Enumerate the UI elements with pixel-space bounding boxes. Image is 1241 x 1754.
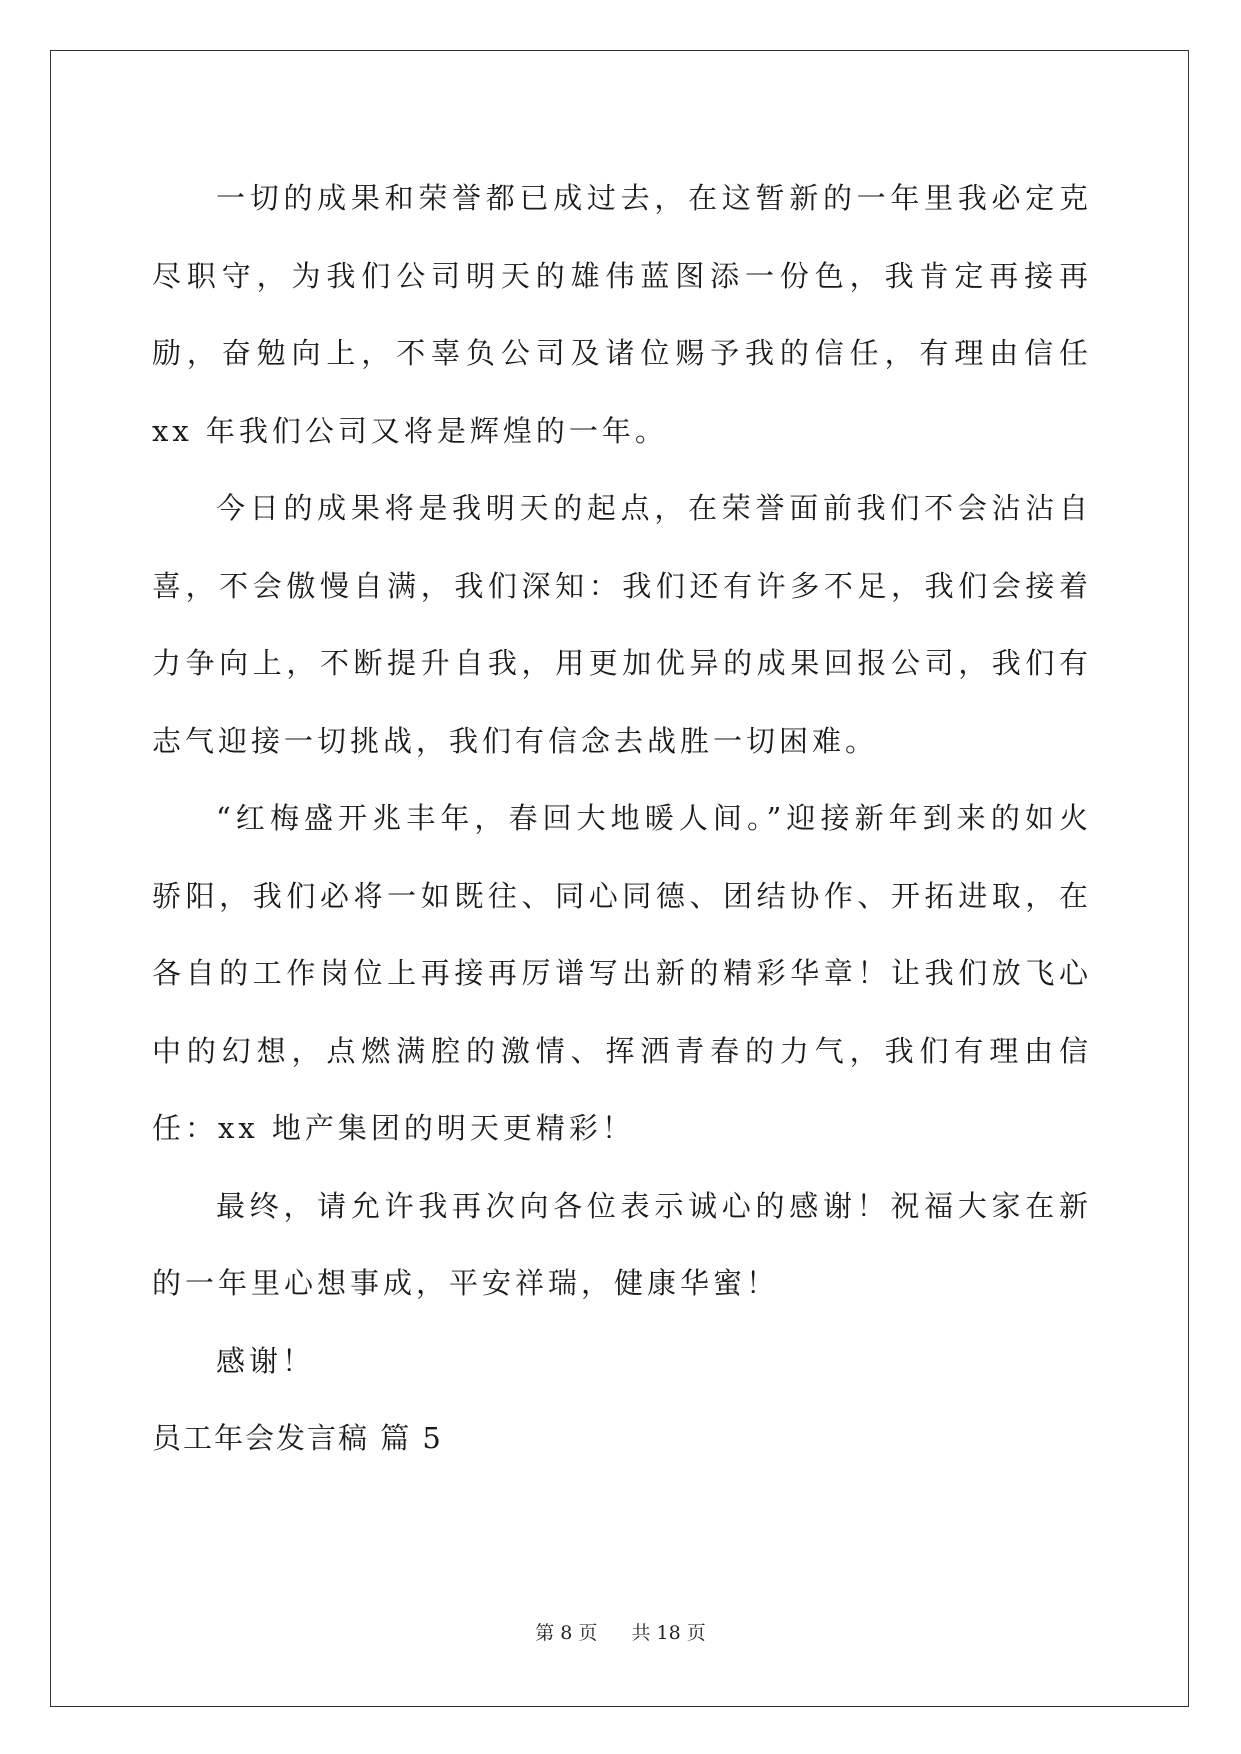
paragraph-1: 一切的成果和荣誉都已成过去，在这暂新的一年里我必定克尽职守，为我们公司明天的雄伟蓝图添一份色，我肯定再接再励，奋勉向上，不辜负公司及诸位赐予我的信任，有理由信任 xx 年我们公司又将是辉煌的一年。 xyxy=(152,181,1092,448)
paragraph-2: 今日的成果将是我明天的起点，在荣誉面前我们不会沾沾自喜，不会傲慢自满，我们深知：我们还有许多不足，我们会接着力争向上，不断提升自我，用更加优异的成果回报公司，我们有志气迎接一切挑战，我们有信念去战胜一切困难。 xyxy=(152,491,1092,758)
paragraph-4: 最终，请允许我再次向各位表示诚心的感谢！祝福大家在新的一年里心想事成，平安祥瑞，健康华蜜！ xyxy=(152,1188,1092,1300)
document-body xyxy=(152,160,1092,1478)
paragraph-5: 感谢！ xyxy=(216,1343,316,1378)
page-footer xyxy=(0,1618,1241,1645)
section-heading: 员工年会发言稿 篇 5 xyxy=(152,1421,443,1455)
page-number-total: 共 18 页 xyxy=(631,1622,706,1644)
paragraph-3: “红梅盛开兆丰年，春回大地暖人间。”迎接新年到来的如火骄阳，我们必将一如既往、同心同德、团结协作、开拓进取，在各自的工作岗位上再接再厉谱写出新的精彩华章！让我们放飞心中的幻想，点燃满腔的激情、挥洒青春的力气，我们有理由信任：xx 地产集团的明天更精彩！ xyxy=(152,801,1092,1145)
page-number-current: 第 8 页 xyxy=(535,1622,598,1644)
